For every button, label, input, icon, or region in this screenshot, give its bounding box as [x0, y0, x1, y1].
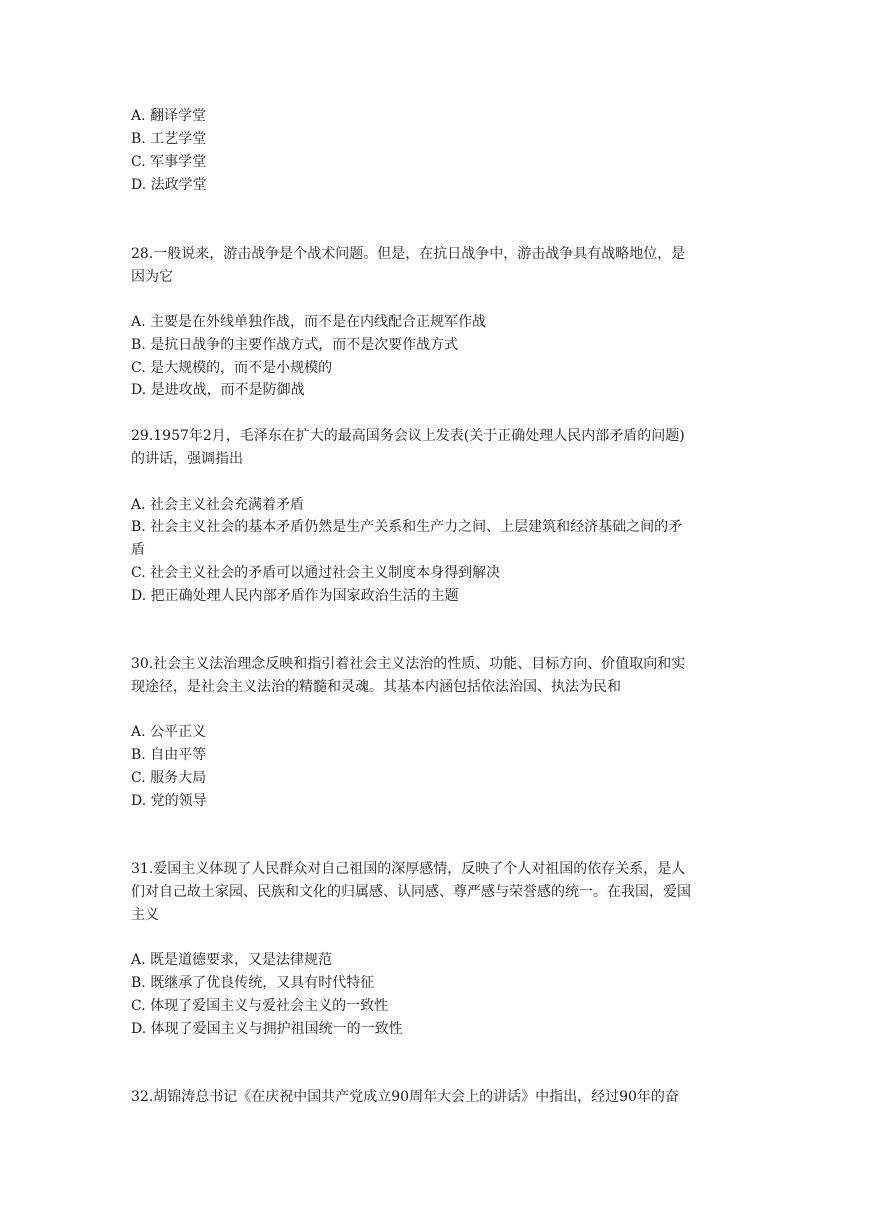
q27-option-d: D. 法政学堂: [131, 177, 207, 193]
q31-option-d: D. 体现了爱国主义与拥护祖国统一的一致性: [131, 1021, 403, 1037]
q31-option-b: B. 既继承了优良传统，又具有时代特征: [131, 975, 375, 991]
q30-option-d: D. 党的领导: [131, 793, 207, 809]
q27-option-b: B. 工艺学堂: [131, 131, 207, 147]
q29-option-b-cont: 盾: [131, 542, 145, 558]
q31-stem-line-1: 31.爱国主义体现了人民群众对自己祖国的深厚感情，反映了个人对祖国的依存关系，是人: [131, 861, 686, 877]
q29-stem-line-1: 29.1957年2月，毛泽东在扩大的最高国务会议上发表(关于正确处理人民内部矛盾的问题): [131, 428, 685, 444]
q29-option-c: C. 社会主义社会的矛盾可以通过社会主义制度本身得到解决: [131, 565, 501, 581]
q28-stem-line-1: 28.一般说来，游击战争是个战术问题。但是，在抗日战争中，游击战争具有战略地位，是: [131, 246, 686, 262]
q29-option-a: A. 社会主义社会充满着矛盾: [131, 497, 305, 513]
q29-stem-line-2: 的讲话，强调指出: [131, 451, 243, 467]
q27-option-c: C. 军事学堂: [131, 154, 207, 170]
q30-option-a: A. 公平正义: [131, 724, 207, 740]
q28-stem-line-2: 因为它: [131, 269, 173, 285]
q29-option-b: B. 社会主义社会的基本矛盾仍然是生产关系和生产力之间、上层建筑和经济基础之间的矛: [131, 519, 683, 535]
q27-option-a: A. 翻译学堂: [131, 108, 207, 124]
q30-option-c: C. 服务大局: [131, 770, 207, 786]
q32-stem-line-1: 32.胡锦涛总书记《在庆祝中国共产党成立90周年大会上的讲话》中指出，经过90年的奋: [131, 1089, 679, 1105]
q31-option-c: C. 体现了爱国主义与爱社会主义的一致性: [131, 998, 389, 1014]
q30-option-b: B. 自由平等: [131, 747, 207, 763]
q28-option-d: D. 是进攻战，而不是防御战: [131, 382, 305, 398]
q28-option-c: C. 是大规模的，而不是小规模的: [131, 360, 333, 376]
q31-stem-line-3: 主义: [131, 907, 159, 923]
q29-option-d: D. 把正确处理人民内部矛盾作为国家政治生活的主题: [131, 588, 459, 604]
q30-stem-line-2: 现途径，是社会主义法治的精髓和灵魂。其基本内涵包括依法治国、执法为民和: [131, 679, 621, 695]
q30-stem-line-1: 30.社会主义法治理念反映和指引着社会主义法治的性质、功能、目标方向、价值取向和实: [131, 656, 686, 672]
q28-option-b: B. 是抗日战争的主要作战方式，而不是次要作战方式: [131, 337, 459, 353]
q31-stem-line-2: 们对自己故土家园、民族和文化的归属感、认同感、尊严感与荣誉感的统一。在我国，爱国: [131, 884, 691, 900]
q28-option-a: A. 主要是在外线单独作战，而不是在内线配合正规军作战: [131, 314, 487, 330]
q31-option-a: A. 既是道德要求，又是法律规范: [131, 952, 333, 968]
